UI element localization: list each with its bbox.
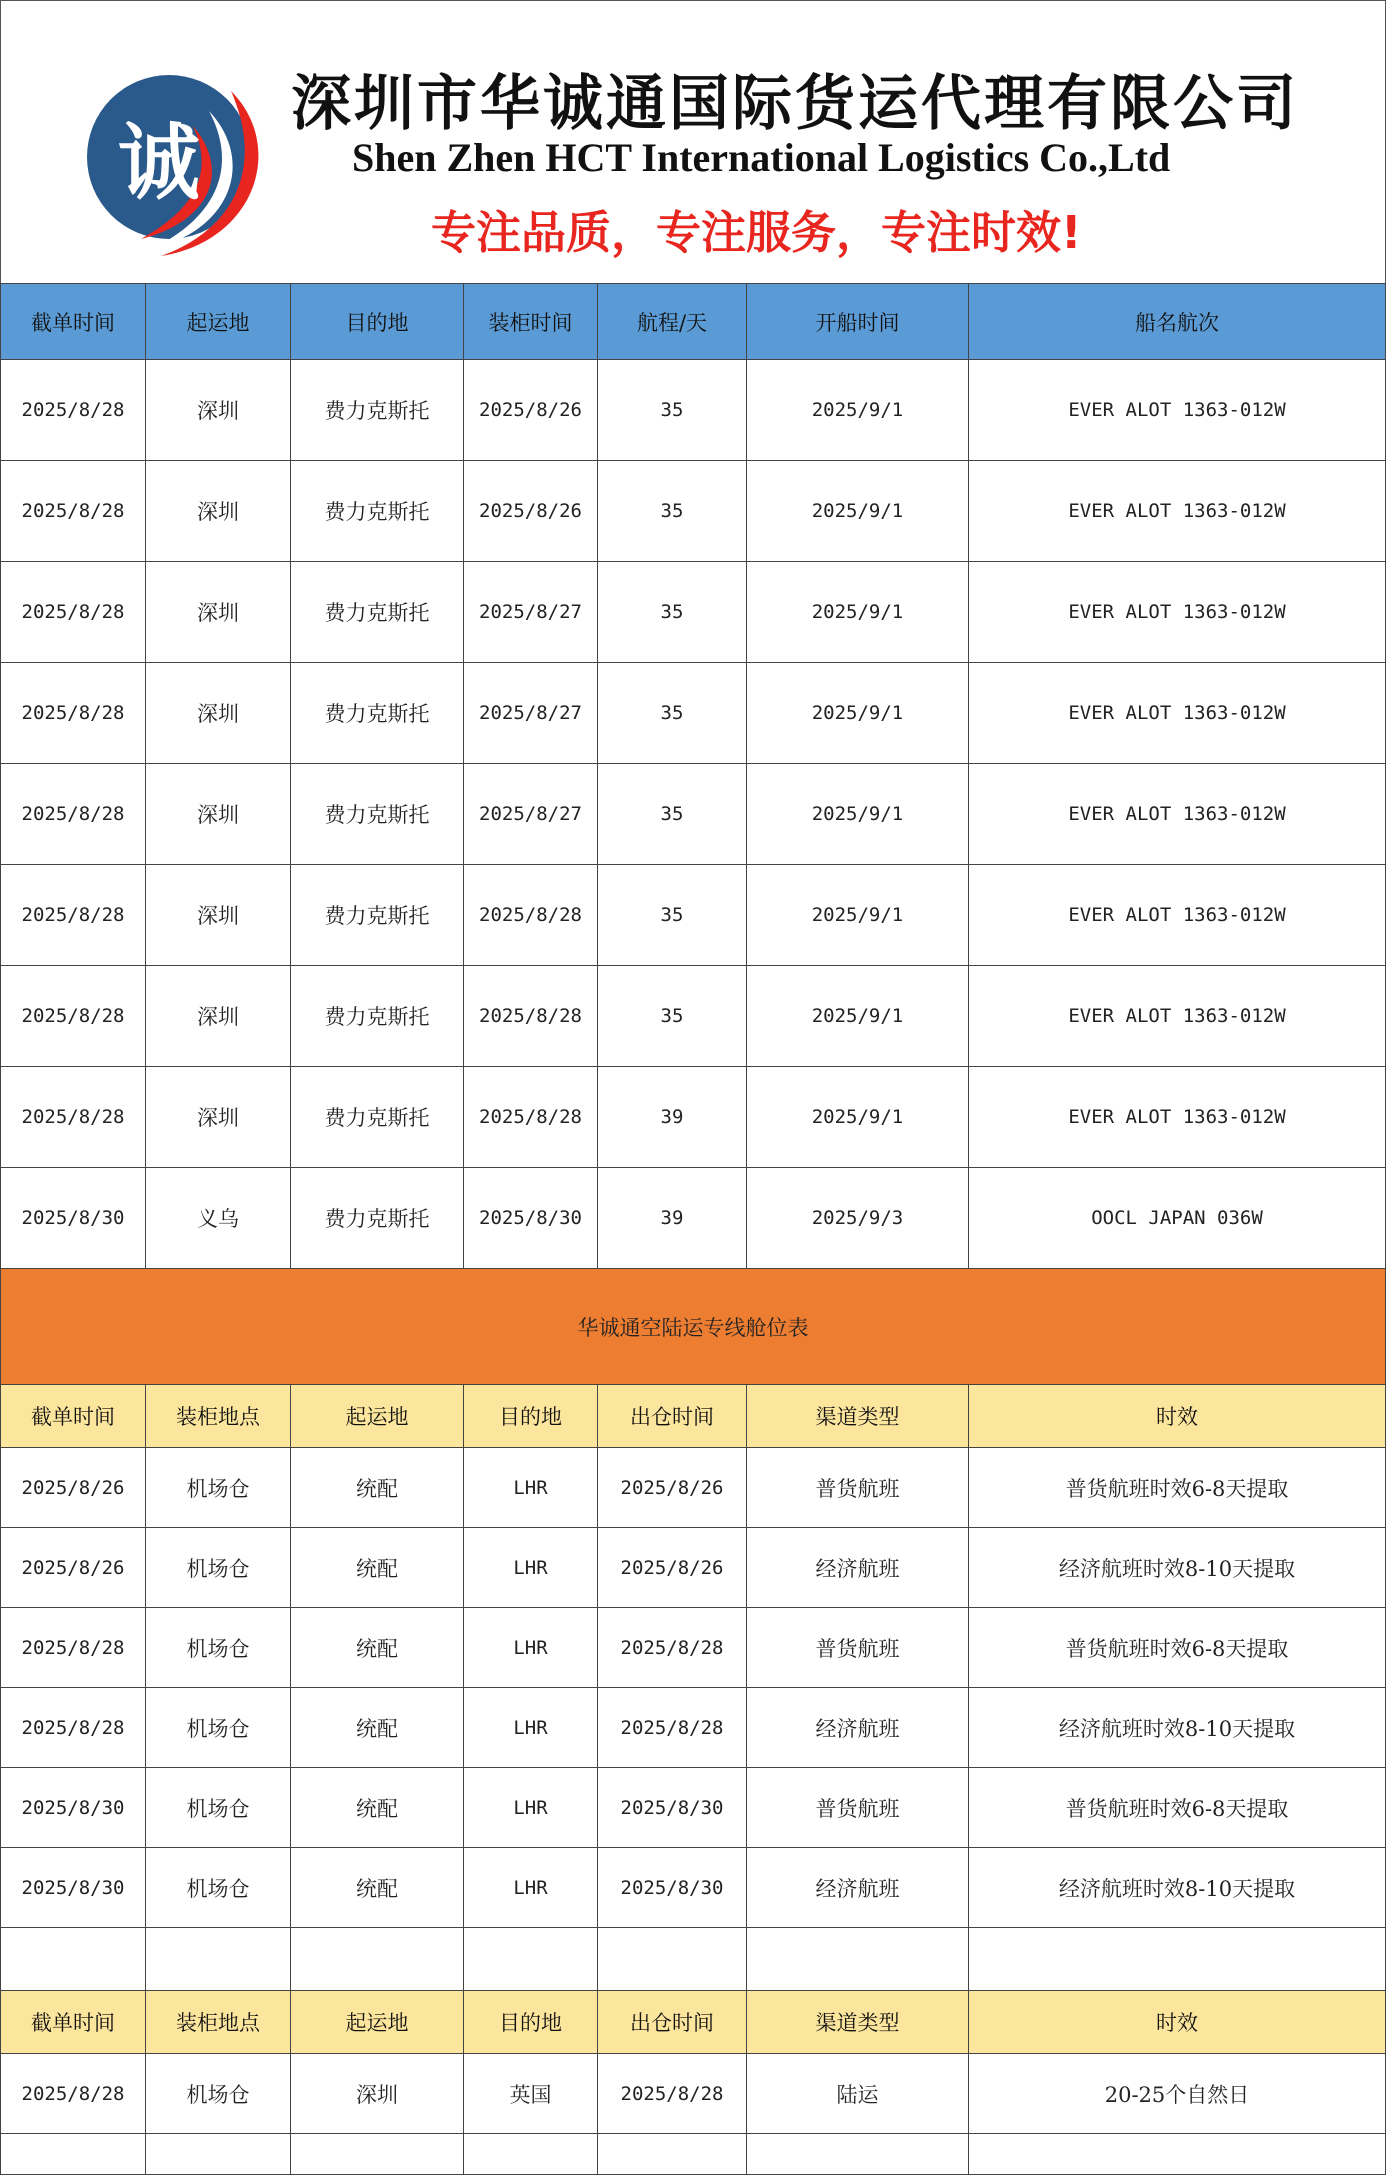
cell-transit: 20-25个自然日 (969, 2054, 1386, 2134)
cell-vessel: EVER ALOT 1363-012W (969, 1067, 1386, 1168)
table-row (1, 865, 1386, 966)
col-cutoff-time: 截单时间 (1, 284, 146, 360)
empty-cell (598, 1928, 747, 1991)
cell-vessel: OOCL JAPAN 036W (969, 1168, 1386, 1269)
cell-origin: 统配 (291, 1848, 464, 1928)
cell-destination: LHR (464, 1848, 598, 1928)
cell-transit: 普货航班时效6-8天提取 (969, 1448, 1386, 1528)
cell-sailing: 2025/9/1 (747, 865, 969, 966)
cell-cutoff: 2025/8/28 (1, 1688, 146, 1768)
col-departure-time: 出仓时间 (598, 1385, 747, 1448)
cell-loading: 2025/8/27 (464, 562, 598, 663)
cell-loading: 2025/8/28 (464, 865, 598, 966)
col-origin: 起运地 (291, 1991, 464, 2054)
col-transit-time: 时效 (969, 1385, 1386, 1448)
cell-cutoff: 2025/8/28 (1, 865, 146, 966)
cell-cutoff: 2025/8/28 (1, 966, 146, 1067)
cell-sailing: 2025/9/3 (747, 1168, 969, 1269)
cell-departure: 2025/8/28 (598, 1608, 747, 1688)
cell-cutoff: 2025/8/28 (1, 461, 146, 562)
empty-cell (146, 2134, 291, 2175)
cell-origin: 统配 (291, 1448, 464, 1528)
cell-transit: 经济航班时效8-10天提取 (969, 1528, 1386, 1608)
cell-cutoff: 2025/8/28 (1, 663, 146, 764)
banner-title: 华诚通空陆运专线舱位表 (1, 1269, 1386, 1385)
company-slogan: 专注品质，专注服务，专注时效! (431, 206, 1082, 259)
empty-cell (464, 2134, 598, 2175)
cell-destination: 费力克斯托 (291, 562, 464, 663)
empty-cell (1, 1928, 146, 1991)
cell-destination: 费力克斯托 (291, 360, 464, 461)
air-land-banner (1, 1269, 1386, 1385)
cell-vessel: EVER ALOT 1363-012W (969, 764, 1386, 865)
cell-channel: 经济航班 (747, 1848, 969, 1928)
cell-sailing: 2025/9/1 (747, 360, 969, 461)
col-loading-location: 装柜地点 (146, 1991, 291, 2054)
cell-cutoff: 2025/8/30 (1, 1168, 146, 1269)
table-row (1, 1848, 1386, 1928)
cell-loading: 2025/8/28 (464, 966, 598, 1067)
cell-days: 39 (598, 1067, 747, 1168)
cell-cutoff: 2025/8/28 (1, 562, 146, 663)
table-row (1, 1528, 1386, 1608)
cell-destination: LHR (464, 1768, 598, 1848)
cell-days: 35 (598, 865, 747, 966)
cell-loading: 2025/8/26 (464, 461, 598, 562)
cell-loading: 2025/8/30 (464, 1168, 598, 1269)
cell-channel: 陆运 (747, 2054, 969, 2134)
cell-transit: 普货航班时效6-8天提取 (969, 1768, 1386, 1848)
company-name-english: Shen Zhen HCT International Logistics Co.,Ltd (352, 135, 1171, 180)
cell-departure: 2025/8/26 (598, 1528, 747, 1608)
cell-loading: 2025/8/28 (464, 1067, 598, 1168)
cell-sailing: 2025/9/1 (747, 461, 969, 562)
cell-departure: 2025/8/28 (598, 2054, 747, 2134)
cell-cutoff: 2025/8/26 (1, 1528, 146, 1608)
cell-destination: LHR (464, 1688, 598, 1768)
cell-destination: 英国 (464, 2054, 598, 2134)
cell-destination: LHR (464, 1528, 598, 1608)
cell-cutoff: 2025/8/28 (1, 360, 146, 461)
empty-cell (464, 1928, 598, 1991)
cell-location: 机场仓 (146, 1768, 291, 1848)
cell-vessel: EVER ALOT 1363-012W (969, 663, 1386, 764)
table-row (1, 663, 1386, 764)
col-origin: 起运地 (146, 284, 291, 360)
empty-cell (969, 2134, 1386, 2175)
cell-sailing: 2025/9/1 (747, 663, 969, 764)
empty-cell (146, 1928, 291, 1991)
cell-origin: 义乌 (146, 1168, 291, 1269)
col-vessel-voyage: 船名航次 (969, 284, 1386, 360)
empty-cell (969, 1928, 1386, 1991)
cell-destination: 费力克斯托 (291, 764, 464, 865)
table-row (1, 1608, 1386, 1688)
cell-origin: 统配 (291, 1768, 464, 1848)
air-table-header (1, 1385, 1386, 1448)
cell-vessel: EVER ALOT 1363-012W (969, 966, 1386, 1067)
table-row (1, 461, 1386, 562)
cell-origin: 统配 (291, 1608, 464, 1688)
cell-departure: 2025/8/30 (598, 1848, 747, 1928)
cell-sailing: 2025/9/1 (747, 764, 969, 865)
cell-vessel: EVER ALOT 1363-012W (969, 562, 1386, 663)
cell-location: 机场仓 (146, 1448, 291, 1528)
table-row (1, 1768, 1386, 1848)
cell-days: 35 (598, 360, 747, 461)
cell-location: 机场仓 (146, 1848, 291, 1928)
cell-origin: 深圳 (146, 966, 291, 1067)
cell-vessel: EVER ALOT 1363-012W (969, 461, 1386, 562)
empty-cell (1, 2134, 146, 2175)
col-departure-time: 出仓时间 (598, 1991, 747, 2054)
cell-transit: 经济航班时效8-10天提取 (969, 1688, 1386, 1768)
cell-days: 35 (598, 663, 747, 764)
cell-cutoff: 2025/8/28 (1, 1608, 146, 1688)
sea-table-header (1, 284, 1386, 360)
cell-days: 39 (598, 1168, 747, 1269)
empty-cell (291, 2134, 464, 2175)
cell-days: 35 (598, 764, 747, 865)
cell-loading: 2025/8/27 (464, 764, 598, 865)
cell-origin: 深圳 (146, 865, 291, 966)
cell-departure: 2025/8/30 (598, 1768, 747, 1848)
cell-channel: 经济航班 (747, 1688, 969, 1768)
cell-channel: 普货航班 (747, 1608, 969, 1688)
cell-vessel: EVER ALOT 1363-012W (969, 865, 1386, 966)
cell-channel: 经济航班 (747, 1528, 969, 1608)
cell-destination: 费力克斯托 (291, 1067, 464, 1168)
cell-departure: 2025/8/26 (598, 1448, 747, 1528)
col-destination: 目的地 (291, 284, 464, 360)
empty-row (1, 1928, 1386, 1991)
cell-origin: 深圳 (146, 764, 291, 865)
cell-loading: 2025/8/27 (464, 663, 598, 764)
col-cutoff-time: 截单时间 (1, 1991, 146, 2054)
col-destination: 目的地 (464, 1385, 598, 1448)
cell-destination: LHR (464, 1608, 598, 1688)
cell-cutoff: 2025/8/26 (1, 1448, 146, 1528)
col-voyage-days: 航程/天 (598, 284, 747, 360)
table-row (1, 1688, 1386, 1768)
cell-destination: 费力克斯托 (291, 1168, 464, 1269)
cell-cutoff: 2025/8/28 (1, 764, 146, 865)
empty-cell (747, 1928, 969, 1991)
table-row (1, 1448, 1386, 1528)
col-transit-time: 时效 (969, 1991, 1386, 2054)
logo-character: 诚 (117, 116, 201, 211)
empty-cell (598, 2134, 747, 2175)
col-origin: 起运地 (291, 1385, 464, 1448)
company-header (0, 0, 1386, 284)
cell-location: 机场仓 (146, 2054, 291, 2134)
cell-origin: 深圳 (146, 1067, 291, 1168)
company-logo (81, 71, 271, 261)
land-table-header (1, 1991, 1386, 2054)
cell-location: 机场仓 (146, 1608, 291, 1688)
cell-channel: 普货航班 (747, 1448, 969, 1528)
cell-days: 35 (598, 562, 747, 663)
cell-origin: 深圳 (291, 2054, 464, 2134)
cell-departure: 2025/8/28 (598, 1688, 747, 1768)
table-row (1, 764, 1386, 865)
sea-freight-table (0, 283, 1386, 2175)
empty-cell (747, 2134, 969, 2175)
table-row (1, 360, 1386, 461)
col-channel-type: 渠道类型 (747, 1991, 969, 2054)
cell-destination: 费力克斯托 (291, 461, 464, 562)
cell-origin: 深圳 (146, 461, 291, 562)
cell-destination: LHR (464, 1448, 598, 1528)
cell-channel: 普货航班 (747, 1768, 969, 1848)
cell-loading: 2025/8/26 (464, 360, 598, 461)
table-row (1, 966, 1386, 1067)
empty-cell (291, 1928, 464, 1991)
col-loading-time: 装柜时间 (464, 284, 598, 360)
table-row (1, 562, 1386, 663)
cell-days: 35 (598, 966, 747, 1067)
col-sailing-date: 开船时间 (747, 284, 969, 360)
cell-location: 机场仓 (146, 1528, 291, 1608)
cell-days: 35 (598, 461, 747, 562)
cell-sailing: 2025/9/1 (747, 966, 969, 1067)
table-row (1, 1168, 1386, 1269)
col-cutoff-time: 截单时间 (1, 1385, 146, 1448)
col-loading-location: 装柜地点 (146, 1385, 291, 1448)
cell-vessel: EVER ALOT 1363-012W (969, 360, 1386, 461)
company-name-chinese: 深圳市华诚通国际货运代理有限公司 (291, 69, 1299, 139)
table-row (1, 2054, 1386, 2134)
cell-transit: 普货航班时效6-8天提取 (969, 1608, 1386, 1688)
cell-sailing: 2025/9/1 (747, 1067, 969, 1168)
cell-destination: 费力克斯托 (291, 966, 464, 1067)
cell-cutoff: 2025/8/30 (1, 1848, 146, 1928)
table-row (1, 1067, 1386, 1168)
cell-origin: 深圳 (146, 360, 291, 461)
cell-cutoff: 2025/8/28 (1, 2054, 146, 2134)
cell-origin: 深圳 (146, 562, 291, 663)
cell-origin: 统配 (291, 1528, 464, 1608)
cell-origin: 深圳 (146, 663, 291, 764)
cell-transit: 经济航班时效8-10天提取 (969, 1848, 1386, 1928)
cell-destination: 费力克斯托 (291, 865, 464, 966)
cell-cutoff: 2025/8/30 (1, 1768, 146, 1848)
cell-cutoff: 2025/8/28 (1, 1067, 146, 1168)
cell-destination: 费力克斯托 (291, 663, 464, 764)
cell-origin: 统配 (291, 1688, 464, 1768)
empty-row (1, 2134, 1386, 2175)
col-channel-type: 渠道类型 (747, 1385, 969, 1448)
cell-sailing: 2025/9/1 (747, 562, 969, 663)
cell-location: 机场仓 (146, 1688, 291, 1768)
col-destination: 目的地 (464, 1991, 598, 2054)
